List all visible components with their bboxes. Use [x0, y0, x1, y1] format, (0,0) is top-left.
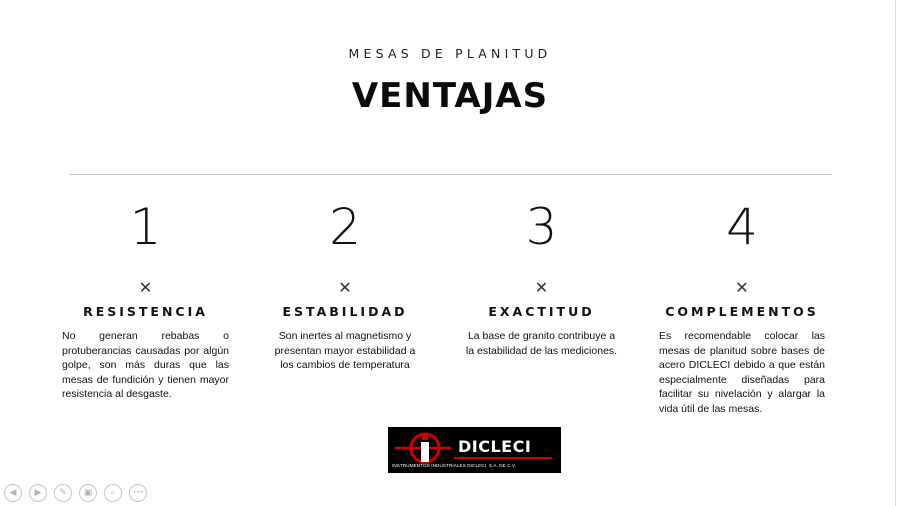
- column-description: No generan rebabas o protuberancias causadas por algún golpe, son más duras que las mesas de fundición y tienen mayor resistencia al desgaste.: [62, 330, 229, 400]
- column-number: 2: [329, 198, 361, 256]
- close-icon: ✕: [138, 278, 153, 297]
- more-icon[interactable]: •••: [129, 484, 147, 502]
- divider-line: [69, 174, 832, 175]
- column-number: 4: [726, 198, 758, 256]
- pen-icon[interactable]: ✎: [54, 484, 72, 502]
- column-number: 1: [129, 198, 162, 256]
- column-number: 3: [525, 198, 558, 256]
- column-description: Es recomendable colocar las mesas de planitud sobre bases de acero DICLECI debido a que están especialmente diseñadas para facilitar su nivelación y alargar la vida útil de las mesas.: [659, 330, 825, 415]
- logo-tagline: INSTRUMENTOS INDUSTRIALES DICLECI, S.A. DE C.V.: [392, 463, 517, 468]
- window-edge: [895, 0, 900, 506]
- slide-kicker: MESAS DE PLANITUD: [348, 46, 552, 61]
- slides-icon[interactable]: ▣: [79, 484, 97, 502]
- column-heading: RESISTENCIA: [83, 304, 208, 319]
- column-description: Son inertes al magnetismo y presentan mayor estabilidad a los cambios de temperatura: [274, 330, 416, 371]
- zoom-icon[interactable]: ⌕: [104, 484, 122, 502]
- column-heading: EXACTITUD: [488, 304, 595, 319]
- close-icon: ✕: [338, 278, 352, 297]
- logo-underline: [454, 457, 552, 459]
- next-icon[interactable]: ▶: [29, 484, 47, 502]
- previous-icon[interactable]: ◀: [4, 484, 22, 502]
- column-description: La base de granito contribuye a la estabilidad de las mediciones.: [465, 330, 618, 357]
- close-icon: ✕: [534, 278, 549, 297]
- dicleci-logo: [388, 427, 561, 473]
- column-heading: ESTABILIDAD: [282, 304, 408, 319]
- column-heading: COMPLEMENTOS: [665, 304, 819, 319]
- close-icon: ✕: [735, 278, 749, 297]
- crosshair-icon: [393, 430, 453, 464]
- logo-name: DICLECI: [458, 437, 532, 456]
- slide-title: VENTAJAS: [351, 76, 549, 116]
